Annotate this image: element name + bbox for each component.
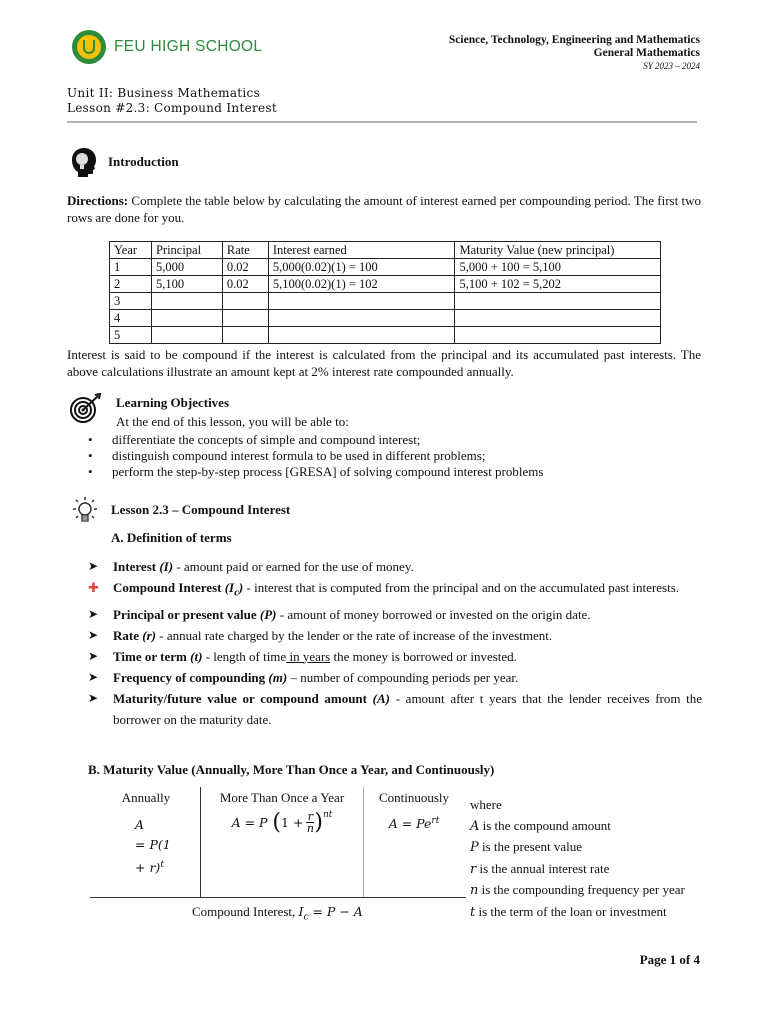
separator: - [276,606,288,622]
annually-formula [92,815,200,878]
fraction-numerator: r [307,810,314,823]
continuously-formula [364,816,464,831]
table-row [110,327,661,344]
objective-item: • distinguish compound interest formula to be used in different problems; [88,448,543,464]
directions-body: Complete the table below by calculating the amount of interest earned per compounding period. The first two rows are done for you. [67,193,701,225]
arrow-bullet-icon: ➤ [88,627,99,642]
term: Rate [113,627,139,643]
head-lightbulb-icon [66,146,98,178]
legend-item [470,902,700,924]
legend-text: is the compounding frequency per year [478,882,685,897]
term-symbol: (I [224,580,235,595]
legend-var: t [470,905,476,920]
table-row [110,259,661,276]
table-cell-blank[interactable] [151,327,222,344]
legend-text: is the term of the loan or investment [475,904,667,919]
legend-text: is the present value [478,839,582,854]
table-cell-blank[interactable] [268,310,455,327]
formula-lhs: A = P [231,815,268,830]
underlined-text: in years [286,648,331,664]
pin-bullet-icon: ✚ [88,580,99,595]
table-cell: 1 [110,259,152,276]
table-cell-blank[interactable] [222,293,268,310]
table-cell: 3 [110,293,152,310]
table-cell-blank[interactable] [151,293,222,310]
separator: - [155,627,167,643]
table-header-cell: Maturity Value (new principal) [455,242,661,259]
table-cell: 0.02 [222,259,268,276]
term-symbol: (I) [159,559,174,574]
table-cell: 2 [110,276,152,293]
maturity-value-heading: B. Maturity Value (Annually, More Than Once a Year, and Continuously) [88,762,495,777]
separator: - [243,580,255,595]
definition-item [88,556,702,577]
term-symbol: (m) [268,669,288,685]
separator: – [287,669,301,685]
definition-text: amount of money borrowed or invested on the origin date. [287,606,591,622]
formula-table [92,787,464,927]
legend-item [470,816,700,838]
definitions-heading: A. Definition of terms [111,530,232,545]
formula-subscript: c [303,912,309,923]
arrow-bullet-icon: ➤ [88,559,99,573]
definition-text: the money is borrowed or invested. [330,648,517,664]
where-label: where [470,797,502,812]
definition-item [88,646,702,667]
annually-header: Annually [121,790,171,805]
term-symbol-end: ) [238,580,244,595]
target-icon [69,393,103,423]
term-symbol: (r) [142,627,156,643]
formula-var: I [298,904,304,919]
annually-column [92,787,200,897]
formula-exponent: t [160,860,164,870]
page-label: Page [639,952,670,967]
table-cell-blank[interactable] [222,310,268,327]
fraction-denominator: n [306,822,314,835]
legend-var: A [470,818,480,834]
objectives-intro: At the end of this lesson, you will be able to: [116,414,349,429]
table-cell-blank[interactable] [455,327,661,344]
lesson-title: Lesson 2.3 – Compound Interest [111,502,291,517]
legend-item [470,859,700,881]
arrow-bullet-icon: ➤ [88,669,99,684]
strand-label: Science, Technology, Engineering and Mathematics [448,34,700,46]
arrow-bullet-icon: ➤ [88,690,99,705]
table-header-cell: Year [110,242,152,259]
definition-text: number of compounding periods per year. [300,669,519,685]
table-cell: 5,100(0.02)(1) = 102 [268,276,455,293]
lesson-title: Lesson #2.3: Compound Interest [67,100,278,115]
legend-item [470,837,700,859]
introduction-title: Introduction [108,154,179,169]
compound-interest-table [109,241,661,344]
formula-divider [90,897,466,898]
legend-var: n [470,883,479,898]
separator: - [390,690,406,706]
definition-item [88,667,702,688]
formula-inner: 1 + [281,815,304,830]
table-cell: 5,000 [151,259,222,276]
table-cell: 5,100 + 102 = 5,202 [455,276,661,293]
term-symbol: (A) [372,690,391,706]
term: Interest [113,559,157,574]
formula-line: = P(1 [135,837,171,852]
table-cell-blank[interactable] [268,327,455,344]
definition-item [88,604,702,625]
table-header-cell: Interest earned [268,242,455,259]
table-cell: 5 [110,327,152,344]
objectives-list [88,432,543,480]
definition-text: amount paid or earned for the use of money. [183,559,414,574]
compound-explanation: Interest is said to be compound if the interest is calculated from the principal and its accumulated past interests. The above calculations illustrate an amount kept at 2% interest rate compounded annually. [67,347,701,379]
table-cell-blank[interactable] [268,293,455,310]
school-seal-icon [72,30,106,64]
more-than-once-header: More Than Once a Year [219,790,345,805]
formula-rhs: = P − A [308,904,363,919]
table-cell: 5,000(0.02)(1) = 100 [268,259,455,276]
directions-text [67,192,701,226]
term: Principal or present value [113,606,257,622]
table-header-cell: Rate [222,242,268,259]
table-cell-blank[interactable] [455,293,661,310]
school-year: SY 2023 – 2024 [643,61,700,71]
objective-item: • perform the step-by-step process [GRESA] of solving compound interest problems [88,464,543,480]
definitions-list [88,556,702,730]
more-than-once-column [201,787,363,897]
continuously-header: Continuously [378,790,450,805]
table-cell: 0.02 [222,276,268,293]
lightbulb-icon [70,496,100,526]
definition-item [88,577,702,604]
term-subscript: c [234,586,239,599]
compound-interest-formula [192,904,363,923]
term-symbol: (P) [259,606,277,622]
legend-var: r [470,861,477,877]
definition-text: interest that is computed from the principal and on the accumulated past interests. [254,580,680,595]
table-row [110,310,661,327]
term: Frequency of compounding [113,669,266,685]
legend-text: is the compound amount [479,817,611,833]
table-header-cell: Principal [151,242,222,259]
formula-exponent: rt [431,816,440,826]
table-row [110,276,661,293]
table-cell-blank[interactable] [151,310,222,327]
legend-var: P [470,840,479,855]
table-cell-blank[interactable] [455,310,661,327]
fraction [306,811,314,834]
compound-interest-label: Compound Interest, [192,904,299,919]
term: Compound Interest [113,580,222,595]
variable-legend [470,795,700,924]
formula-line: A [135,817,145,832]
more-than-once-formula: A = P ( 1 + r n ) $^{nt}$ [231,810,333,835]
arrow-bullet-icon: ➤ [88,606,99,621]
legend-item [470,883,700,898]
definition-text: amount after t years that the lender receives from the borrower on the maturity date. [113,690,703,727]
formula-lhs: A = Pe [388,816,432,832]
legend-text: is the annual interest rate [476,860,610,876]
separator: - [173,559,184,574]
definition-item [88,625,702,646]
term: Time or term [113,648,187,664]
page-number [640,952,700,968]
table-header-row [110,242,661,259]
definition-text: length of time [213,648,287,664]
term-symbol: (t) [190,648,203,664]
term: Maturity/future value or compound amount [113,690,367,706]
school-name: FEU HIGH SCHOOL [114,38,263,55]
unit-title: Unit II: Business Mathematics [67,86,261,100]
table-cell: 5,100 [151,276,222,293]
page-of: of [676,952,694,967]
header-divider [67,121,697,123]
table-cell-blank[interactable] [222,327,268,344]
introduction-heading [66,146,179,178]
arrow-bullet-icon: ➤ [88,648,99,663]
objectives-title: Learning Objectives [116,395,230,410]
definition-item [88,688,702,730]
document-header-info [449,34,700,73]
page-total: 4 [693,952,700,967]
unit-heading [67,86,277,115]
subject-label: General Mathematics [593,47,700,59]
definition-text: annual rate charged by the lender or the rate of increase of the investment. [166,627,553,643]
formula-exponent: nt [323,810,333,820]
page-current: 1 [669,952,677,967]
continuously-column [364,787,464,897]
separator: - [202,648,214,664]
directions-label: Directions: [67,193,129,208]
objective-item: • differentiate the concepts of simple and compound interest; [88,432,543,448]
table-row [110,293,661,310]
table-cell: 4 [110,310,152,327]
school-logo [72,30,262,64]
table-cell: 5,000 + 100 = 5,100 [455,259,661,276]
formula-line: + r) [135,860,161,876]
